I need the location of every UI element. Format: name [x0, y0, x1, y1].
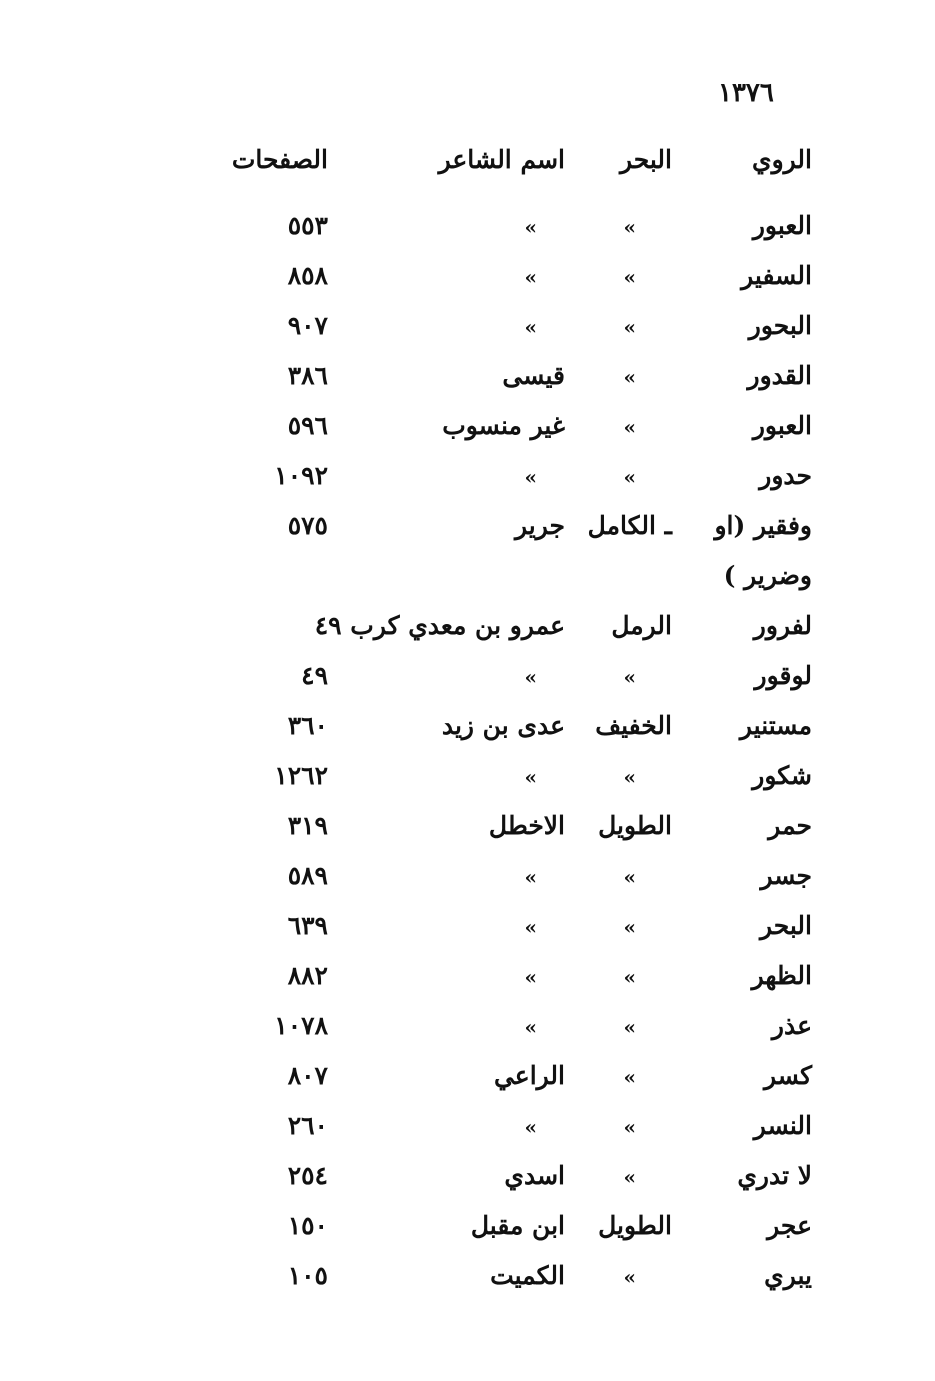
cell-rawi: وفقير (او — [714, 511, 812, 540]
cell-bahr: ـ الكامل — [587, 511, 672, 540]
ditto-mark: » — [524, 915, 537, 939]
cell-shaer — [525, 906, 566, 947]
cell-shaer: الراعي — [493, 1061, 565, 1090]
cell-rawi: وضرير ) — [723, 561, 812, 590]
table-row — [200, 1006, 812, 1056]
ditto-mark: » — [623, 1265, 636, 1289]
cell-shaer: غير منسوب — [442, 411, 565, 440]
cell-pages: ٢٥٤ — [287, 1161, 328, 1190]
rhyme-index-table — [200, 140, 812, 1306]
table-row — [200, 956, 812, 1006]
table-row — [200, 406, 812, 456]
cell-pages: ٥٨٩ — [287, 861, 328, 890]
ditto-mark: » — [623, 465, 636, 489]
cell-shaer — [525, 756, 566, 797]
table-body — [200, 206, 812, 1306]
ditto-mark: » — [623, 1115, 636, 1139]
header-shaer: اسم الشاعر — [438, 145, 565, 174]
cell-rawi: لا تدري — [737, 1161, 812, 1190]
cell-pages: ٣١٩ — [287, 811, 328, 840]
ditto-mark: » — [623, 1015, 636, 1039]
cell-pages: ١٢٦٢ — [274, 761, 328, 790]
table-row — [200, 706, 812, 756]
cell-pages: ٥٩٦ — [287, 411, 328, 440]
page-number: ١٣٧٦ — [718, 78, 774, 108]
cell-bahr — [624, 456, 673, 497]
table-row — [200, 806, 812, 856]
table-row — [200, 256, 812, 306]
cell-shaer: عمرو بن معدي كرب ٤٩ — [314, 611, 565, 640]
cell-shaer — [525, 306, 566, 347]
cell-pages: ٣٦٠ — [287, 711, 328, 740]
cell-bahr — [624, 256, 673, 297]
cell-bahr — [624, 1106, 673, 1147]
cell-rawi: الظهر — [751, 961, 812, 990]
ditto-mark: » — [524, 1115, 537, 1139]
cell-shaer — [525, 1006, 566, 1047]
cell-bahr — [624, 906, 673, 947]
ditto-mark: » — [623, 665, 636, 689]
table-row — [200, 1106, 812, 1156]
cell-shaer — [525, 256, 566, 297]
ditto-mark: » — [524, 1015, 537, 1039]
cell-rawi: جسر — [760, 861, 812, 890]
table-row — [200, 206, 812, 256]
cell-pages: ٩٠٧ — [287, 311, 328, 340]
cell-bahr: الطويل — [598, 811, 672, 840]
cell-pages: ٣٨٦ — [287, 361, 328, 390]
cell-bahr: الطويل — [598, 1211, 672, 1240]
cell-shaer: اسدي — [504, 1161, 565, 1190]
table-header-row — [200, 140, 812, 206]
cell-pages: ١٠٩٢ — [274, 461, 328, 490]
cell-rawi: البحور — [748, 311, 812, 340]
table-row — [200, 356, 812, 406]
cell-pages: ٨٥٨ — [287, 261, 328, 290]
cell-shaer: الكميت — [490, 1261, 565, 1290]
cell-rawi: العبور — [752, 411, 812, 440]
ditto-mark: » — [524, 215, 537, 239]
ditto-mark: » — [524, 965, 537, 989]
cell-bahr — [624, 406, 673, 447]
cell-shaer — [525, 1106, 566, 1147]
table-row — [200, 1156, 812, 1206]
ditto-mark: » — [623, 265, 636, 289]
cell-rawi: النسر — [753, 1111, 812, 1140]
cell-shaer: قيسى — [502, 361, 565, 390]
cell-pages: ٥٧٥ — [287, 511, 328, 540]
header-bahr: البحر — [619, 145, 672, 174]
table-row — [200, 906, 812, 956]
cell-bahr — [624, 856, 673, 897]
cell-rawi: مستنير — [739, 711, 812, 740]
ditto-mark: » — [524, 315, 537, 339]
cell-bahr — [624, 356, 673, 397]
header-pages: الصفحات — [231, 145, 328, 174]
cell-pages: ٥٥٣ — [287, 211, 328, 240]
table-row — [200, 1256, 812, 1306]
ditto-mark: » — [623, 365, 636, 389]
cell-shaer: جرير — [515, 511, 565, 540]
table-row — [200, 1206, 812, 1256]
table-row — [200, 556, 812, 606]
cell-shaer — [525, 206, 566, 247]
cell-rawi: البحر — [759, 911, 812, 940]
cell-bahr — [624, 756, 673, 797]
cell-rawi: يبري — [764, 1261, 812, 1290]
table-row — [200, 1056, 812, 1106]
ditto-mark: » — [524, 865, 537, 889]
ditto-mark: » — [623, 965, 636, 989]
cell-pages: ١٠٧٨ — [274, 1011, 328, 1040]
ditto-mark: » — [623, 215, 636, 239]
cell-rawi: حمر — [768, 811, 812, 840]
ditto-mark: » — [623, 1165, 636, 1189]
ditto-mark: » — [623, 415, 636, 439]
cell-rawi: لوقور — [754, 661, 812, 690]
cell-rawi: حدور — [759, 461, 812, 490]
cell-rawi: القدور — [747, 361, 812, 390]
cell-bahr — [624, 1056, 673, 1097]
cell-rawi: كسر — [764, 1061, 812, 1090]
cell-pages: ٨٨٢ — [287, 961, 328, 990]
cell-shaer: عدى بن زيد — [441, 711, 565, 740]
cell-bahr — [624, 1256, 673, 1297]
ditto-mark: » — [524, 465, 537, 489]
cell-bahr — [624, 656, 673, 697]
ditto-mark: » — [623, 915, 636, 939]
table-row — [200, 506, 812, 556]
ditto-mark: » — [524, 765, 537, 789]
header-rawi: الروي — [752, 145, 812, 174]
cell-rawi: عذر — [771, 1011, 812, 1040]
cell-pages: ٨٠٧ — [287, 1061, 328, 1090]
cell-pages: ٦٣٩ — [287, 911, 328, 940]
cell-rawi: لفرور — [753, 611, 812, 640]
cell-bahr — [624, 956, 673, 997]
table-row — [200, 306, 812, 356]
ditto-mark: » — [623, 765, 636, 789]
ditto-mark: » — [623, 865, 636, 889]
table-row — [200, 606, 812, 656]
cell-rawi: العبور — [752, 211, 812, 240]
cell-shaer — [525, 856, 566, 897]
table-row — [200, 756, 812, 806]
cell-bahr: الخفيف — [595, 711, 672, 740]
ditto-mark: » — [623, 315, 636, 339]
cell-shaer — [525, 456, 566, 497]
cell-pages: ١٥٠ — [287, 1211, 328, 1240]
cell-rawi: شكور — [752, 761, 812, 790]
cell-bahr — [624, 1006, 673, 1047]
ditto-mark: » — [524, 265, 537, 289]
cell-bahr — [624, 206, 673, 247]
cell-shaer: ابن مقبل — [470, 1211, 565, 1240]
cell-pages: ٤٩ — [301, 661, 328, 690]
cell-rawi: عجر — [767, 1211, 812, 1240]
table-row — [200, 456, 812, 506]
cell-shaer: الاخطل — [488, 811, 565, 840]
cell-bahr — [624, 1156, 673, 1197]
cell-shaer — [525, 956, 566, 997]
ditto-mark: » — [623, 1065, 636, 1089]
cell-bahr: الرمل — [611, 611, 672, 640]
cell-pages: ١٠٥ — [287, 1261, 328, 1290]
cell-pages: ٢٦٠ — [287, 1111, 328, 1140]
cell-bahr — [624, 306, 673, 347]
table-row — [200, 856, 812, 906]
cell-shaer — [525, 656, 566, 697]
table-row — [200, 656, 812, 706]
cell-rawi: السفير — [741, 261, 812, 290]
ditto-mark: » — [524, 665, 537, 689]
